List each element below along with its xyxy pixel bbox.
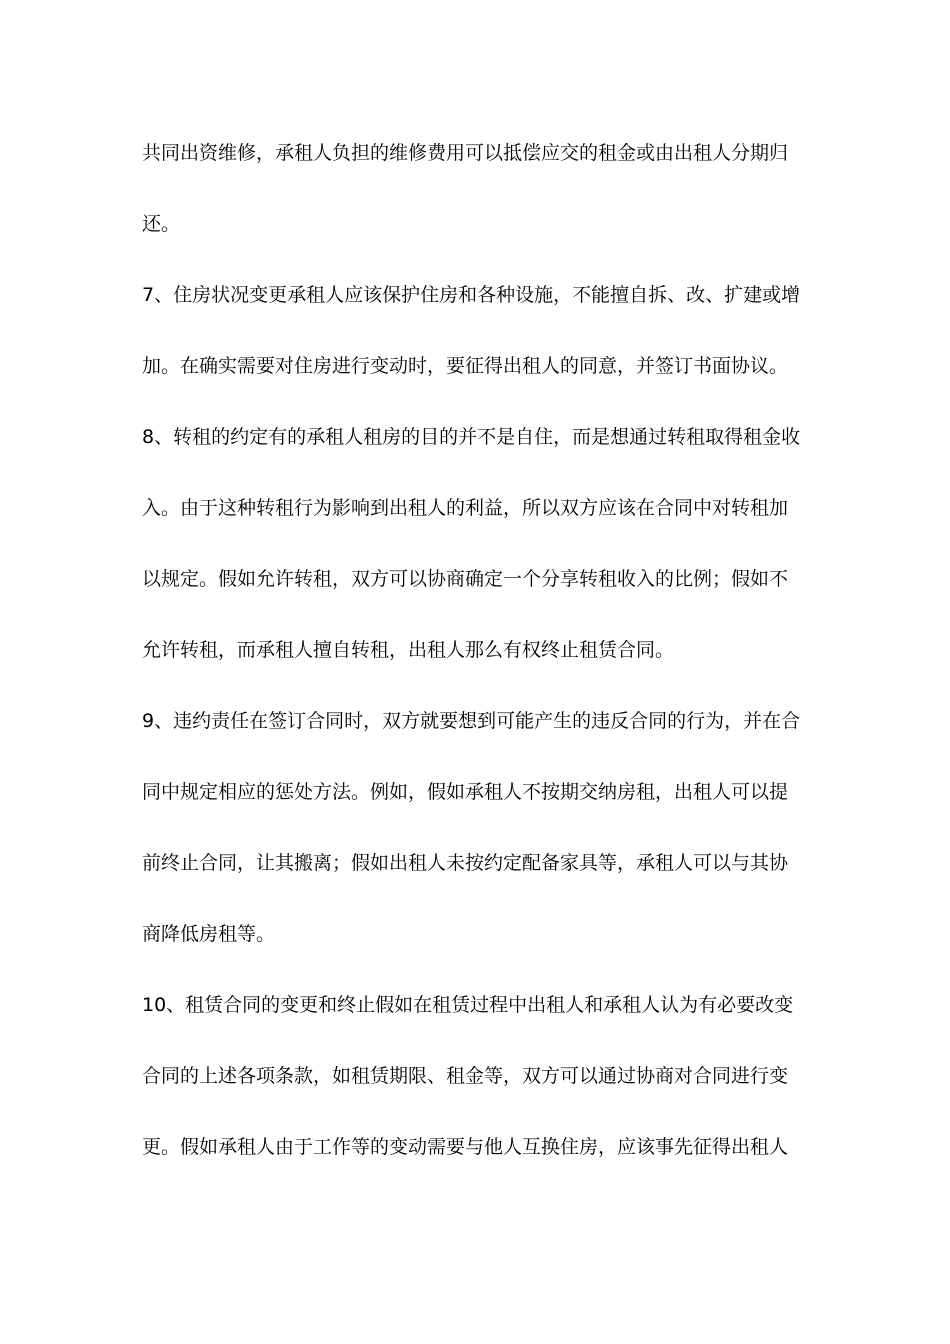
text-line: 同中规定相应的惩处方法。例如，假如承租人不按期交纳房租，出租人可以提 (142, 781, 789, 803)
text-line: 商降低房租等。 (142, 923, 276, 945)
text-line: 7、住房状况变更承租人应该保护住房和各种设施，不能擅自拆、改、扩建或增 (142, 284, 801, 306)
text-line: 前终止合同，让其搬离；假如出租人未按约定配备家具等，承租人可以与其协 (142, 852, 789, 874)
document-body (142, 125, 822, 1190)
text-line: 9、违约责任在签订合同时，双方就要想到可能产生的违反合同的行为，并在合 (142, 710, 801, 732)
text-line: 共同出资维修，承租人负担的维修费用可以抵偿应交的租金或由出租人分期归 (142, 142, 789, 164)
text-line: 以规定。假如允许转租，双方可以协商确定一个分享转租收入的比例；假如不 (142, 568, 789, 590)
text-line: 还。 (142, 213, 181, 235)
text-line: 更。假如承租人由于工作等的变动需要与他人互换住房，应该事先征得出租人 (142, 1136, 789, 1158)
text-line: 8、转租的约定有的承租人租房的目的并不是自住，而是想通过转租取得租金收 (142, 426, 801, 448)
text-line: 入。由于这种转租行为影响到出租人的利益，所以双方应该在合同中对转租加 (142, 497, 789, 519)
text-line: 允许转租，而承租人擅自转租，出租人那么有权终止租赁合同。 (142, 639, 675, 661)
text-line: 加。在确实需要对住房进行变动时，要征得出租人的同意，并签订书面协议。 (142, 355, 789, 377)
text-line: 10、租赁合同的变更和终止假如在租赁过程中出租人和承租人认为有必要改变 (142, 994, 794, 1016)
text-line: 合同的上述各项条款，如租赁期限、租金等，双方可以通过协商对合同进行变 (142, 1065, 789, 1087)
